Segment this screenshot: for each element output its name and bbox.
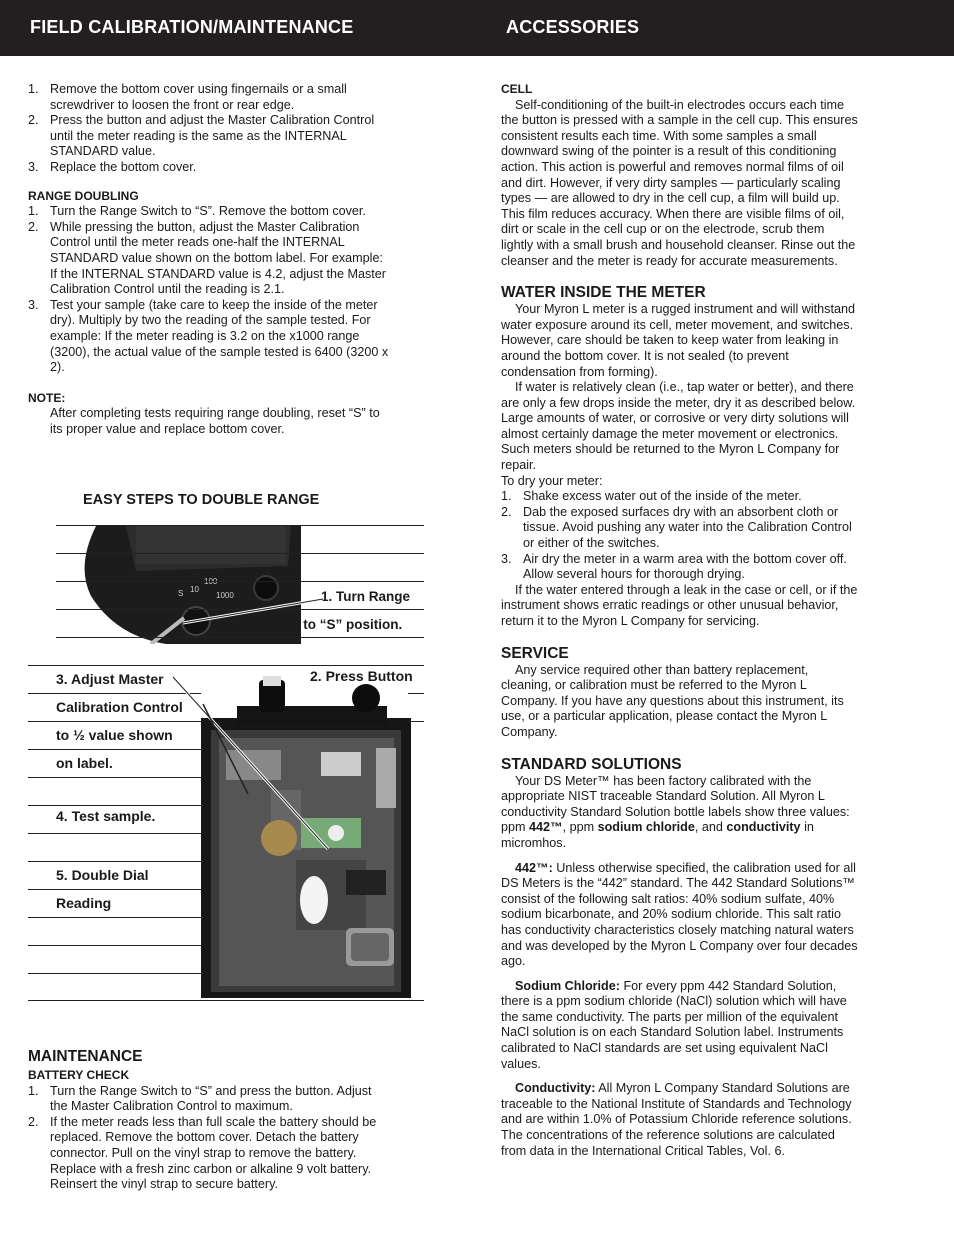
rule-line [56,581,424,582]
rule-line [56,553,424,554]
rule-line [28,945,201,946]
standard-p4: Conductivity: All Myron L Company Standard Solutions are traceable to the National Institute of Standards and Technology and are within 1.0% of Potassium Chloride reference solutions. The concentrations of the reference solutions are calculated from data in the International Critical Tables, Vol. 6. [501,1081,852,1158]
right-section-title: ACCESSORIES [506,17,640,37]
battery-check-steps [28,1084,390,1193]
rule-line [28,889,201,890]
step1-label-line1: 1. Turn Range [321,589,411,604]
service-heading: SERVICE [501,644,569,662]
rule-line [56,637,424,638]
standard-p1: Your DS Meter™ has been factory calibrated with the appropriate NIST traceable Standard Solution. All Myron L conductivity Standard Solution bottle labels show three values: ppm 442™, ppm sodium chloride, and conductivity in micromhos. [501,773,850,850]
rule-line [28,665,424,666]
step3-label-line4: on label. [56,755,113,771]
rule-line [28,973,201,974]
list-item: 1. Shake excess water out of the inside of the meter. [501,489,802,504]
note-heading: NOTE: [28,390,66,405]
standard-p2: 442™: Unless otherwise specified, the calibration used for all DS Meters is the “442” standard. The 442 Standard Solutions™ consist of the following salt ratios: 40% sodium sulfate, 40% sodium bicarbonate, and 20% sodium chloride. This salt ratio has conductivity characteristics closely matching natural waters and was developed by the Myron L Company over four decades ago. [501,860,858,969]
water-steps [501,489,859,583]
rule-line [28,1000,424,1001]
water-p2: If water is relatively clean (i.e., tap water or better), and there are only a few drops inside the meter, dry it as described below. Large amounts of water, or corrosive or very dirty solutions will almost certainly damage the meter movement or electronics. Such meters should be returned to the Myron L Company for repair. [501,380,856,473]
figure-title: EASY STEPS TO DOUBLE RANGE [83,492,320,508]
cell-text: Self-conditioning of the built-in electrodes occurs each time the button is pressed with a sample in the cell cup. This ensures consistent results each time. With some samples a small downward swing of the pointer is a result of this conditioning action. This action is powerful and removes normal films of oil and dirt. However, if very dirty samples — particularly scaling types — are allowed to dry in the cell cup, a film will build up. This film reduces accuracy. When there are visible films of oil, dirt or scale in the cell cup or on the electrode, scrub them lightly with a small brush and household cleanser. Rinse out the cleanser and the meter is ready for accurate measurements. [501,97,858,268]
maintenance-heading: MAINTENANCE [28,1048,143,1065]
water-p3: To dry your meter: [501,473,603,488]
step4-label: 4. Test sample. [56,808,156,824]
step2-label: 2. Press Button [310,668,413,684]
water-p1: Your Myron L meter is a rugged instrument and will withstand water exposure around its cell, meter movement, and switches. However, care should be taken to keep water from leaking in around the bottom cover. It is not sealed (to prevent condensation from forming). [501,302,855,379]
list-item: 2. While pressing the button, adjust the Master Calibration Control until the meter reads one-half the INTERNAL STANDARD value shown on the bottom label. For example: If the INTERNAL STANDARD value is 4.2, adjust the Master Calibration Control until the reading is 2.1. [28,219,386,297]
note-text: After completing tests requiring range doubling, reset “S” to its proper value and replace bottom cover. [50,406,380,436]
battery-check-heading: BATTERY CHECK [28,1068,130,1082]
step5-label-line1: 5. Double Dial [56,867,149,883]
list-item: 3. Air dry the meter in a warm area with the bottom cover off. Allow several hours for thorough drying. [501,551,847,582]
left-column [28,82,390,437]
rule-line [56,525,424,526]
list-item: 2. If the meter reads less than full scale the battery should be replaced. Remove the bottom cover. Detach the battery connector. Pull on the vinyl strap to remove the battery. Replace with a fresh zinc carbon or alkaline 9 volt battery. Reinsert the vinyl strap to secure battery. [28,1114,377,1192]
list-item: 3. Test your sample (take care to keep the inside of the meter dry). Multiply by two the reading of the sample tested. For example: If the meter reading is 3.2 on the x1000 range (3200), the actual value of the sample tested is 6400 (3200 x 2). [28,297,389,375]
range-doubling-steps [28,204,390,376]
rule-line [28,861,201,862]
list-item: 2. Press the button and adjust the Master Calibration Control until the meter reading is the same as the INTERNAL STANDARD value. [28,113,375,159]
range-doubling-heading: RANGE DOUBLING [28,188,139,203]
rule-line [28,917,201,918]
pointer-line [178,597,328,627]
water-heading: WATER INSIDE THE METER [501,284,706,302]
cell-heading: CELL [501,82,533,96]
dial-label-s: S [178,589,184,598]
left-section-title: FIELD CALIBRATION/MAINTENANCE [30,17,354,37]
list-item: 2. Dab the exposed surfaces dry with an absorbent cloth or tissue. Avoid pushing any water into the Calibration Control or either of the switches. [501,504,852,551]
list-item: 1. Turn the Range Switch to “S” and press the button. Adjust the Master Calibration Control to maximum. [28,1083,372,1114]
double-range-figure [28,492,428,1008]
service-text: Any service required other than battery replacement, cleaning, or calibration must be referred to the Myron L Company. If you have any questions about this instrument, its use, or a particular application, please contact the Myron L Company. [501,662,844,739]
maintenance-section [28,1047,390,1193]
standard-p3: Sodium Chloride: For every ppm 442 Standard Solution, there is a ppm sodium chloride (NaCl) solution which will have the same conductivity. The parts per million of the equivalent NaCl solution is on each Standard Solution label. Instruments calibrated to NaCl standards are set using equivalent NaCl values. [501,978,847,1071]
dial-label-10: 10 [190,585,199,594]
list-item: 1. Turn the Range Switch to “S”. Remove the bottom cover. [28,204,366,219]
list-item: 1. Remove the bottom cover using fingernails or a small screwdriver to loosen the front or rear edge. [28,82,347,112]
water-p4: If the water entered through a leak in the case or cell, or if the instrument shows erratic readings or other unusual behavior, return it to the Myron L Company for servicing. [501,582,858,628]
intro-steps [28,82,390,176]
step5-label-line2: Reading [56,895,112,911]
step3-label-line1: 3. Adjust Master [56,671,164,687]
pointer-line [168,674,358,854]
step3-label-line2: Calibration Control [56,699,183,715]
step1-label-line2: Switch to “S” position. [256,617,403,632]
dial-label-1000: 1000 [216,591,234,600]
header-bar [0,0,954,56]
step3-label-line3: to ½ value shown [56,727,173,743]
list-item: 3. Replace the bottom cover. [28,159,197,174]
right-column [501,82,859,1159]
standard-solutions-heading: STANDARD SOLUTIONS [501,755,682,773]
